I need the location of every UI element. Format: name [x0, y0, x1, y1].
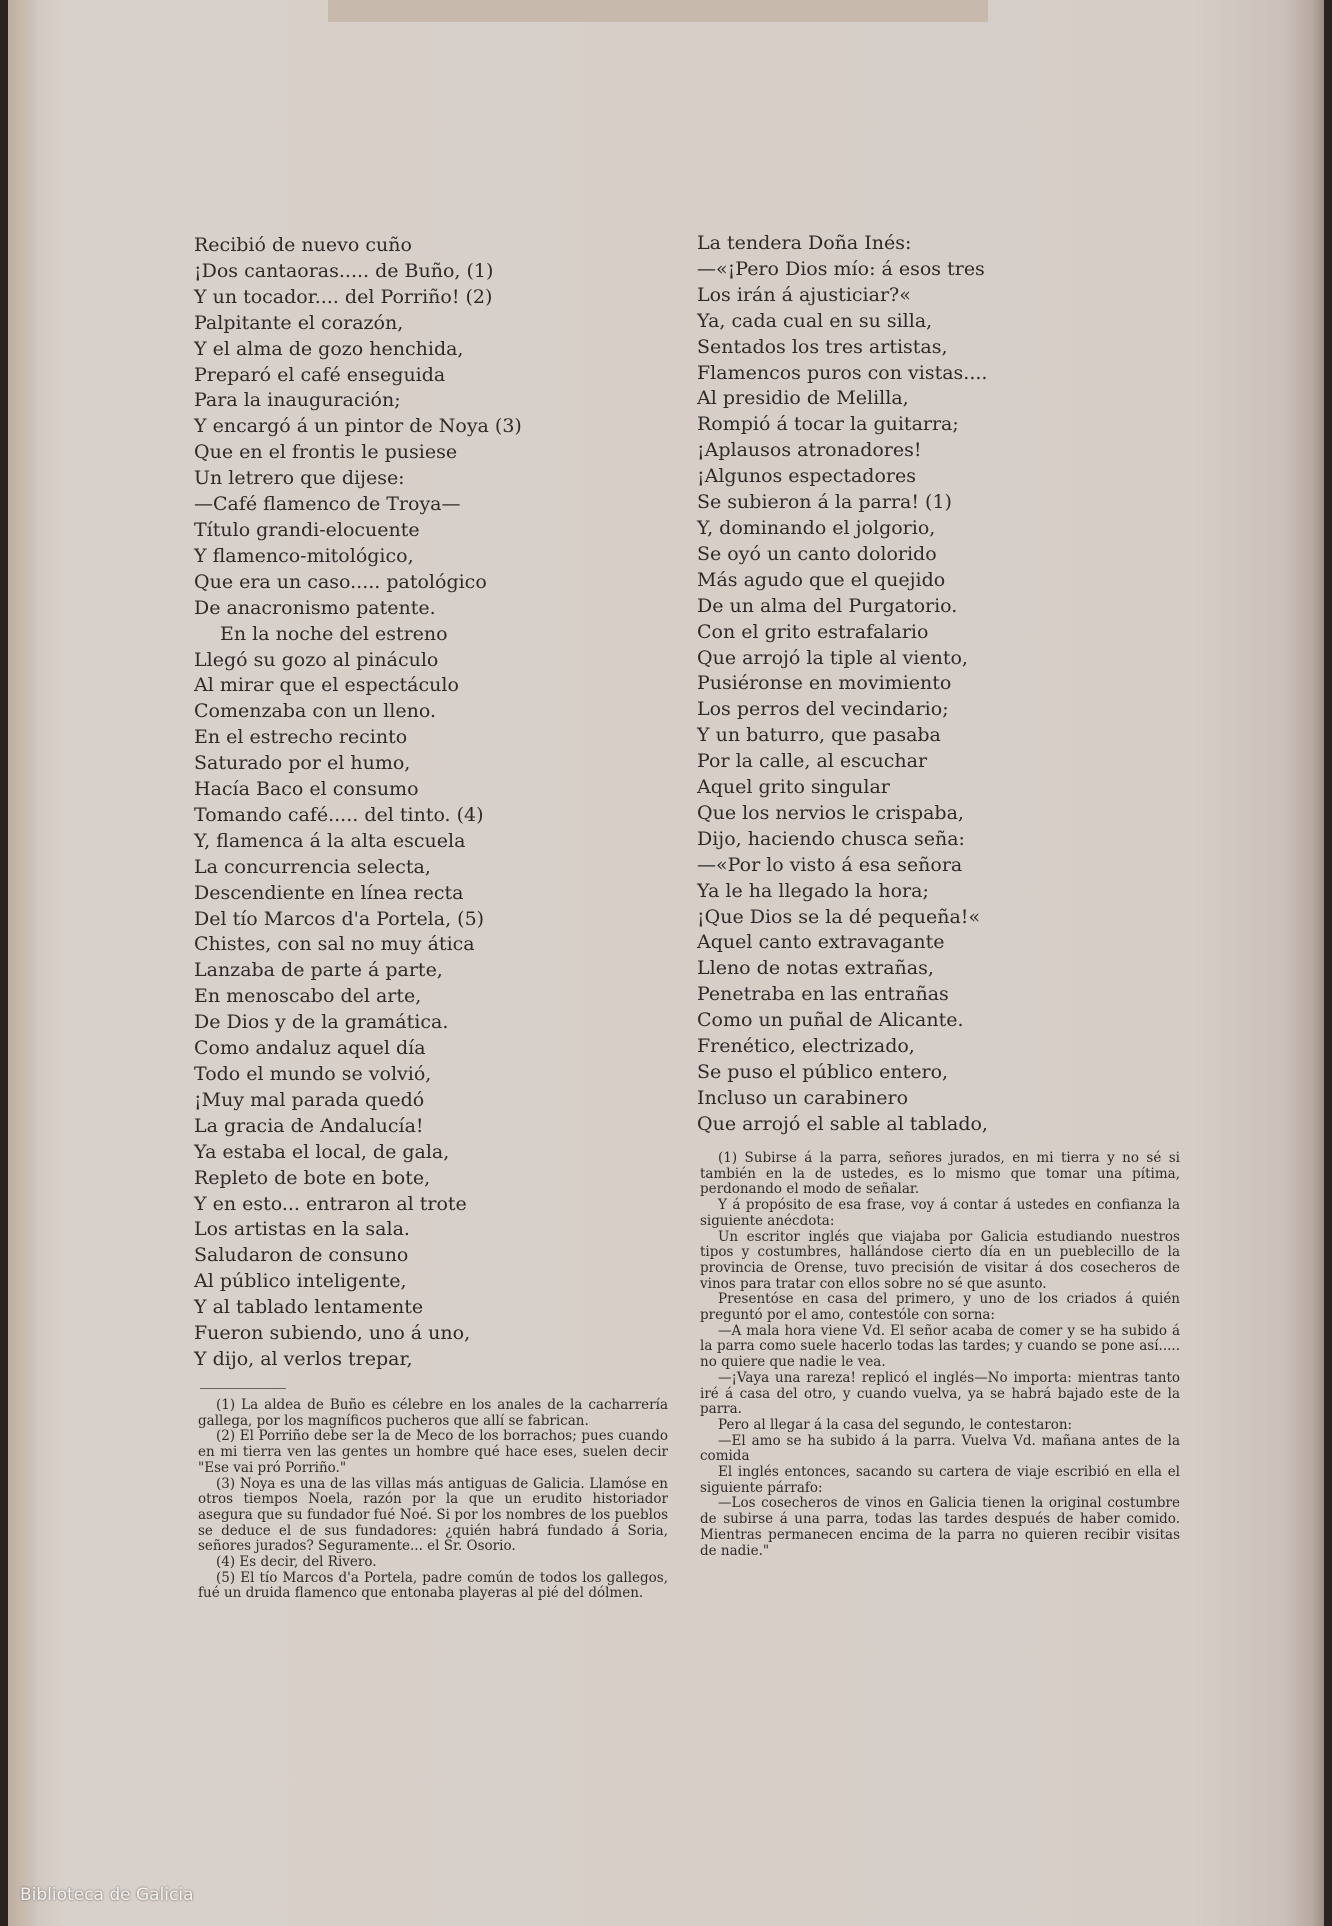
verse-line: En el estrecho recinto — [194, 726, 408, 749]
verse-line: Un letrero que dijese: — [194, 467, 405, 490]
verse-line: Lanzaba de parte á parte, — [194, 959, 443, 982]
verse-line: Los irán á ajusticiar?« — [697, 283, 911, 306]
verse-line: Y en esto... entraron al trote — [194, 1192, 467, 1215]
verse-line: Flamencos puros con vistas.... — [697, 361, 988, 384]
verse-line: Y al tablado lentamente — [194, 1296, 424, 1319]
verse-line: —«Por lo visto á esa señora — [697, 853, 963, 876]
verse-line: Lleno de notas extrañas, — [697, 957, 934, 980]
verse-line: Pusiéronse en movimiento — [697, 672, 952, 695]
verse-line: Que en el frontis le pusiese — [194, 441, 458, 464]
page-left-edge — [8, 0, 36, 1926]
footnote-paragraph: (3) Noya es una de las villas más antiguas de Galicia. Llamóse en otros tiempos Noela, razón por la que un erudito historiador asegura que su fundador fué Noé. Si por los nombres de los pueblos se deduce el de sus fundadores: ¿quién habrá fundado á Soria, señores jurados? Seguramente... el Sr. Osorio. — [198, 1475, 668, 1555]
left-verse-column — [194, 233, 522, 1373]
verse-line: Los perros del vecindario; — [697, 698, 949, 721]
verse-line: La concurrencia selecta, — [194, 855, 431, 878]
verse-line: Rompió á tocar la guitarra; — [697, 413, 959, 436]
verse-line: Y el alma de gozo henchida, — [194, 337, 464, 360]
verse-line: Ya estaba el local, de gala, — [194, 1140, 450, 1163]
verse-line: Incluso un carabinero — [697, 1086, 909, 1109]
verse-line: Por la calle, al escuchar — [697, 750, 928, 773]
verse-line: Del tío Marcos d'a Portela, (5) — [194, 907, 485, 930]
verse-line: Penetraba en las entrañas — [697, 983, 949, 1006]
verse-line: Ya, cada cual en su silla, — [697, 309, 933, 332]
verse-line: Que arrojó el sable al tablado, — [697, 1112, 988, 1135]
footnote-paragraph: (1) Subirse á la parra, señores jurados, en mi tierra y no sé si también en la de ustedes, es lo mismo que tomar una pítima, perdonando el modo de señalar. — [700, 1150, 1180, 1198]
verse-line: Que era un caso..... patológico — [194, 570, 487, 593]
verse-line: Aquel grito singular — [697, 776, 890, 799]
verse-line: Sentados los tres artistas, — [697, 335, 948, 358]
verse-line: Dijo, haciendo chusca seña: — [697, 827, 965, 850]
verse-line: Y, dominando el jolgorio, — [697, 516, 936, 539]
verse-line: ¡Algunos espectadores — [697, 465, 916, 488]
footnote-paragraph: (1) La aldea de Buño es célebre en los anales de la cacharrería gallega, por los magníficos pucheros que allí se fabrican. — [198, 1397, 668, 1429]
verse-line: Ya le ha llegado la hora; — [697, 879, 929, 902]
verse-line: Hacía Baco el consumo — [194, 778, 419, 801]
verse-line: Más agudo que el quejido — [697, 568, 946, 591]
footnote-rule-left — [200, 1388, 286, 1389]
verse-line: Tomando café..... del tinto. (4) — [194, 803, 484, 826]
verse-line: De un alma del Purgatorio. — [697, 594, 958, 617]
verse-line: ¡Muy mal parada quedó — [194, 1088, 425, 1111]
verse-line: Saturado por el humo, — [194, 752, 411, 775]
paper-strip — [328, 0, 988, 22]
verse-line: ¡Que Dios se la dé pequeña!« — [697, 905, 981, 928]
right-verse-column — [697, 231, 988, 1138]
verse-line: Como andaluz aquel día — [194, 1037, 426, 1060]
verse-line: Saludaron de consuno — [194, 1244, 409, 1267]
verse-line: Todo el mundo se volvió, — [194, 1063, 432, 1085]
verse-line: Aquel canto extravagante — [697, 931, 945, 954]
verse-line: Título grandi-elocuente — [194, 518, 420, 541]
footnote-paragraph: El inglés entonces, sacando su cartera de viaje escribió en ella el siguiente párrafo: — [700, 1464, 1180, 1496]
footnote-paragraph: (5) El tío Marcos d'a Portela, padre común de todos los gallegos, fué un druida flamenco que entonaba playeras al pié del dólmen. — [198, 1569, 668, 1602]
verse-line: Como un puñal de Alicante. — [697, 1009, 964, 1032]
right-footnotes — [700, 1151, 1180, 1559]
footnote-paragraph: (2) El Porriño debe ser la de Meco de los borrachos; pues cuando en mi tierra ven las gentes un hombre qué hace eses, suelen decir "Ese vai pró Porriño." — [198, 1428, 668, 1476]
footnote-paragraph: —Los cosecheros de vinos en Galicia tienen la original costumbre de subirse á una parra, todas las tardes después de haber comido. Mientras permanecen encima de la parra no quieren recibir visitas de nadie." — [700, 1495, 1180, 1559]
verse-line: ¡Dos cantaoras..... de Buño, (1) — [194, 259, 494, 282]
verse-line: Fueron subiendo, uno á uno, — [194, 1322, 471, 1345]
verse-line: Comenzaba con un lleno. — [194, 700, 436, 723]
footnote-paragraph: Un escritor inglés que viajaba por Galicia estudiando nuestros tipos y costumbres, hallándose cierto día en un pueblecillo de la provincia de Orense, tuvo precisión de visitar á dos cosecheros de vinos para tratar con ellos sobre no sé que asunto. — [700, 1228, 1180, 1292]
verse-line: Repleto de bote en bote, — [194, 1166, 431, 1189]
verse-line: En la noche del estreno — [220, 622, 448, 645]
verse-line: Recibió de nuevo cuño — [194, 234, 412, 256]
verse-line: Y flamenco-mitológico, — [194, 544, 414, 567]
verse-line: Llegó su gozo al pináculo — [194, 648, 439, 671]
verse-line: Palpitante el corazón, — [194, 311, 404, 334]
verse-line: Frenético, electrizado, — [697, 1035, 915, 1058]
verse-line: Y un tocador.... del Porriño! (2) — [194, 285, 493, 308]
verse-line: Preparó el café enseguida — [194, 363, 446, 386]
footnote-paragraph: Y á propósito de esa frase, voy á contar á ustedes en confianza la siguiente anécdota: — [700, 1197, 1180, 1229]
verse-line: Descendiente en línea recta — [194, 881, 464, 904]
verse-line: Que los nervios le crispaba, — [697, 801, 964, 824]
footnote-paragraph: —El amo se ha subido á la parra. Vuelva Vd. mañana antes de la comida — [700, 1432, 1180, 1465]
footnote-paragraph: —¡Vaya una rareza! replicó el inglés—No importa: mientras tanto iré á casa del otro, y cuando vuelva, ya se habrá bajado este de la parra. — [700, 1369, 1180, 1418]
verse-line: Y dijo, al verlos trepar, — [194, 1347, 413, 1370]
page-right-edge — [1284, 0, 1324, 1926]
verse-line: Con el grito estrafalario — [697, 620, 929, 643]
verse-line: Para la inauguración; — [194, 389, 401, 412]
verse-line: Al público inteligente, — [194, 1270, 407, 1293]
verse-line: La gracia de Andalucía! — [194, 1114, 424, 1137]
verse-line: Y un baturro, que pasaba — [697, 724, 941, 747]
footnote-paragraph: —A mala hora viene Vd. El señor acaba de comer y se ha subido á la parra como suele hacerlo todas las tardes; y cuando se pone así..... no quiere que nadie le vea. — [700, 1322, 1180, 1371]
verse-line: —Café flamenco de Troya— — [194, 493, 461, 516]
left-footnotes — [198, 1398, 668, 1602]
verse-line: De anacronismo patente. — [194, 596, 436, 619]
verse-line: De Dios y de la gramática. — [194, 1011, 449, 1034]
library-watermark: Biblioteca de Galicia — [20, 1885, 194, 1905]
verse-line: Y, flamenca á la alta escuela — [194, 829, 466, 852]
footnote-paragraph: Pero al llegar á la casa del segundo, le contestaron: — [718, 1416, 1073, 1433]
verse-line: Que arrojó la tiple al viento, — [697, 646, 968, 669]
footnote-paragraph: Presentóse en casa del primero, y uno de los criados á quién preguntó por el amo, contestóle con sorna: — [700, 1291, 1180, 1324]
verse-line: Se oyó un canto dolorido — [697, 542, 937, 565]
verse-line: Los artistas en la sala. — [194, 1218, 410, 1241]
verse-line: ¡Aplausos atronadores! — [697, 439, 922, 462]
verse-line: Se subieron á la parra! (1) — [697, 491, 952, 514]
verse-line: La tendera Doña Inés: — [697, 232, 912, 254]
verse-line: Chistes, con sal no muy ática — [194, 933, 475, 956]
verse-line: En menoscabo del arte, — [194, 985, 422, 1008]
verse-line: Al presidio de Melilla, — [697, 387, 909, 410]
footnote-paragraph: (4) Es decir, del Rivero. — [216, 1554, 377, 1571]
verse-line: —«¡Pero Dios mío: á esos tres — [697, 257, 985, 280]
verse-line: Y encargó á un pintor de Noya (3) — [194, 415, 522, 438]
verse-line: Al mirar que el espectáculo — [194, 674, 459, 697]
verse-line: Se puso el público entero, — [697, 1061, 949, 1083]
